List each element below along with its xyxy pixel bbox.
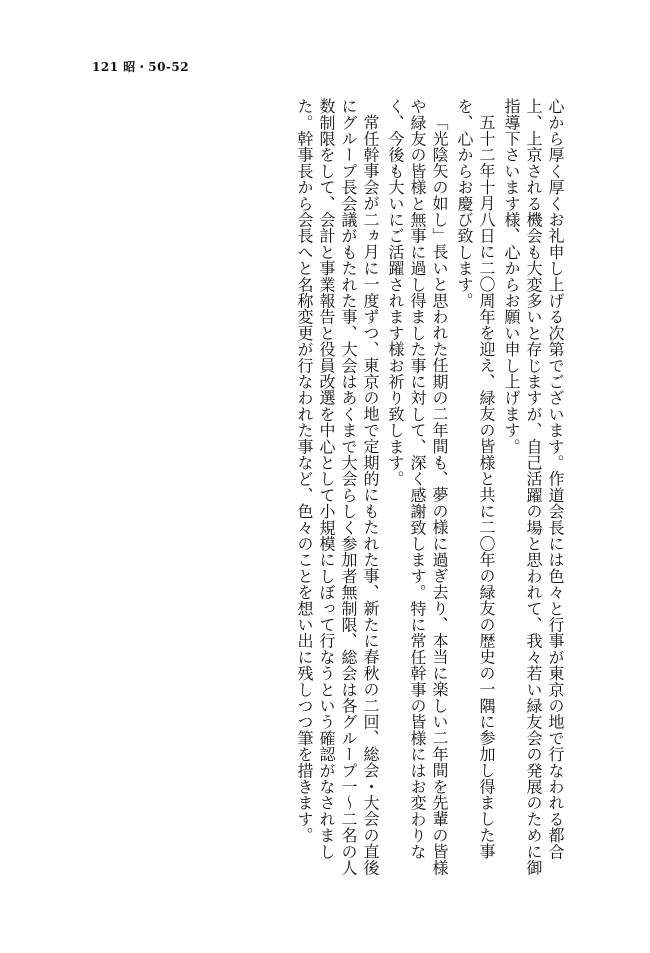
- body-text: [80, 98, 566, 880]
- paragraph-2: 五十二年十月八日に二〇周年を迎え、緑友の皆様と共に二〇年の緑友の歴史の一隅に参加し得ました事を、心からお慶び致します。: [455, 98, 496, 860]
- page-header: 121 昭・50-52: [92, 60, 190, 74]
- paragraph-3: 「光陰矢の如し」長いと思われた任期の二年間も、夢の様に過ぎ去り、本当に楽しい二年間を先輩の皆様や緑友の皆様と無事に過し得ました事に対して、深く感謝致します。特に常任幹事の皆様にはお変わりなく、今後も大いにご活躍されます様お祈り致します。: [386, 98, 449, 876]
- paragraph-4: 常任幹事会が二ヵ月に一度ずつ、東京の地で定期的にもたれた事、新たに春秋の二回、総会・大会の直後にグループ長会議がもたれた事、大会はあくまで大会らしく参加者無制限、総会は各グループ一～二名の人数制限をして、会計と事業報告と役員改選を中心として小規模にしぼって行なうという確認がなされました。幹事長から会長へと名称変更が行なわれた事など、色々のことを想い出に残しつつ筆を措きます。: [295, 98, 380, 876]
- paragraph-1: 心から厚く厚くお礼申し上げる次第でございます。作道会長には色々と行事が東京の地で行なわれる都合上、上京される機会も大変多いと存じますが、自己活躍の場と思われて、我々若い緑友会の発展のために御指導下さいます様、心からお願い申し上げます。: [502, 98, 565, 876]
